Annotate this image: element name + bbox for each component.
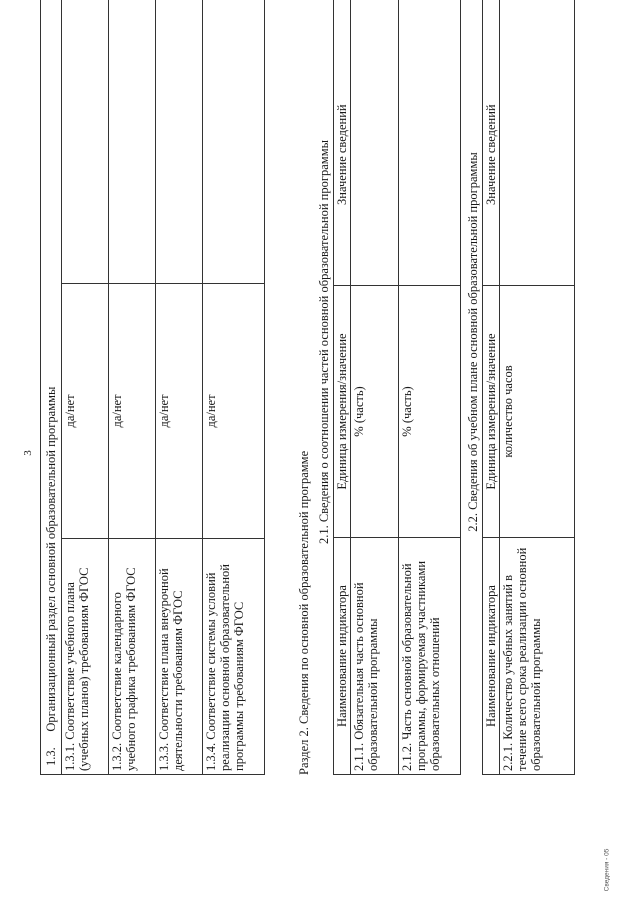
indicator-name: 1.3.4. Соответствие системы условий реализации основной образовательной программы требованиям ФГОС <box>203 539 265 775</box>
org-section-title: Организационный раздел основной образовательной программы <box>44 386 58 732</box>
s22-header-row <box>483 0 500 775</box>
indicator-name: 2.1.2. Часть основной образовательной программы, формируемая участниками образовательных отношений <box>399 538 461 775</box>
indicator-name: 1.3.2. Соответствие календарного учебного графика требованиям ФГОС <box>109 539 156 775</box>
column-header: Наименование индикатора <box>334 538 351 775</box>
org-section-header-row <box>41 0 62 775</box>
indicator-name: 1.3.3. Соответствие плана внеурочной деятельности требованиям ФГОС <box>156 539 203 775</box>
footer-label: Сведения - 05 <box>603 848 611 892</box>
s21-table <box>333 0 461 775</box>
unit-cell: количество часов <box>500 286 575 538</box>
page-number: 3 <box>22 450 34 456</box>
indicator-name: 2.2.1. Количество учебных занятий в течение всего срока реализации основной образовательной программы <box>500 538 575 775</box>
indicator-name: 2.1.1. Обязательная часть основной образовательной программы <box>351 538 399 775</box>
org-section-header <box>41 0 62 775</box>
unit-cell: да/нет <box>156 284 203 539</box>
indicator-name: 1.3.1. Соответствие учебного плана (учебных планов) требованиям ФГОС <box>62 539 109 775</box>
unit-cell: % (часть) <box>399 286 461 538</box>
table-row <box>351 0 399 775</box>
s22-block <box>482 0 575 775</box>
s22-title: 2.2. Сведения об учебном плане основной образовательной программы <box>466 152 480 532</box>
column-header: Единица измерения/значение <box>483 286 500 538</box>
value-cell[interactable] <box>351 0 399 286</box>
s21-block <box>333 0 461 775</box>
table-row <box>156 0 203 775</box>
org-section-block <box>40 0 265 775</box>
unit-cell: да/нет <box>109 284 156 539</box>
unit-cell: % (часть) <box>351 286 399 538</box>
s21-title: 2.1. Сведения о соотношении частей основной образовательной программы <box>317 139 331 545</box>
value-cell[interactable] <box>203 0 265 284</box>
s22-table <box>482 0 575 775</box>
table-row <box>399 0 461 775</box>
table-row <box>109 0 156 775</box>
section-2-title: Раздел 2. Сведения по основной образовательной программе <box>297 450 311 775</box>
unit-cell: да/нет <box>203 284 265 539</box>
column-header: Наименование индикатора <box>483 538 500 775</box>
unit-cell: да/нет <box>62 284 109 539</box>
column-header: Значение сведений <box>483 0 500 286</box>
table-row <box>500 0 575 775</box>
table-row <box>203 0 265 775</box>
value-cell[interactable] <box>156 0 203 284</box>
table-row <box>62 0 109 775</box>
org-section-table <box>40 0 265 775</box>
column-header: Единица измерения/значение <box>334 286 351 538</box>
value-cell[interactable] <box>62 0 109 284</box>
value-cell[interactable] <box>399 0 461 286</box>
value-cell[interactable] <box>500 0 575 286</box>
s21-header-row <box>334 0 351 775</box>
column-header: Значение сведений <box>334 0 351 286</box>
org-section-number: 1.3. <box>44 747 58 766</box>
value-cell[interactable] <box>109 0 156 284</box>
